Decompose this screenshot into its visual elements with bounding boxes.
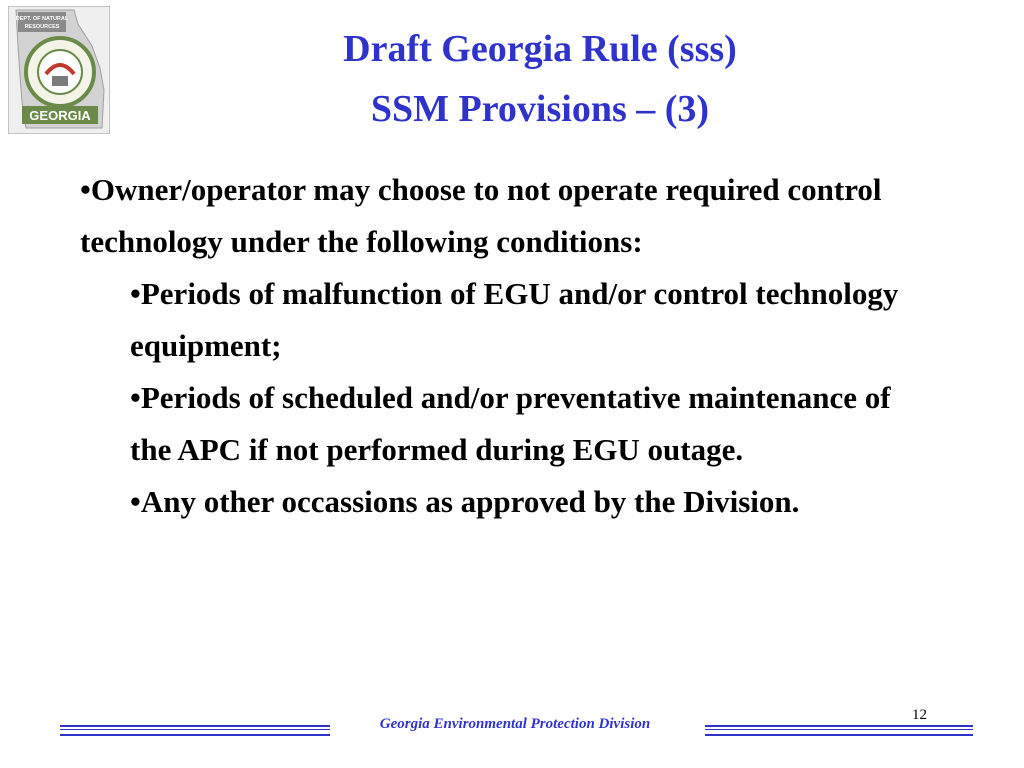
slide-body (80, 164, 910, 528)
main-bullet-text: Owner/operator may choose to not operate required control technology under the following conditions: (80, 172, 882, 259)
sub-bullet-text: Any other occassions as approved by the Division. (140, 484, 800, 519)
svg-text:DEPT. OF NATURAL: DEPT. OF NATURAL (15, 16, 69, 22)
bullet-marker: • (80, 172, 91, 207)
slide-title-line-2: SSM Provisions – (3) (370, 88, 710, 130)
slide-title-line-1: Draft Georgia Rule (sss) (343, 28, 737, 70)
main-bullet (80, 164, 910, 268)
footer-rule-right (705, 725, 973, 736)
slide-number: 12 (912, 707, 927, 723)
georgia-epd-logo (8, 6, 110, 134)
bullet-marker: • (130, 276, 141, 311)
sub-bullet (80, 476, 910, 528)
bullet-marker: • (130, 380, 141, 415)
sub-bullet (80, 372, 910, 476)
sub-bullet (80, 268, 910, 372)
footer-text: Georgia Environmental Protection Division (379, 716, 651, 732)
footer-rule-left (60, 725, 330, 736)
sub-bullet-text: Periods of malfunction of EGU and/or control technology equipment; (130, 276, 899, 363)
svg-text:GEORGIA: GEORGIA (29, 108, 91, 123)
sub-bullet-text: Periods of scheduled and/or preventative maintenance of the APC if not performed during EGU outage. (130, 380, 891, 467)
svg-text:RESOURCES: RESOURCES (24, 24, 60, 30)
bullet-marker: • (130, 484, 141, 519)
